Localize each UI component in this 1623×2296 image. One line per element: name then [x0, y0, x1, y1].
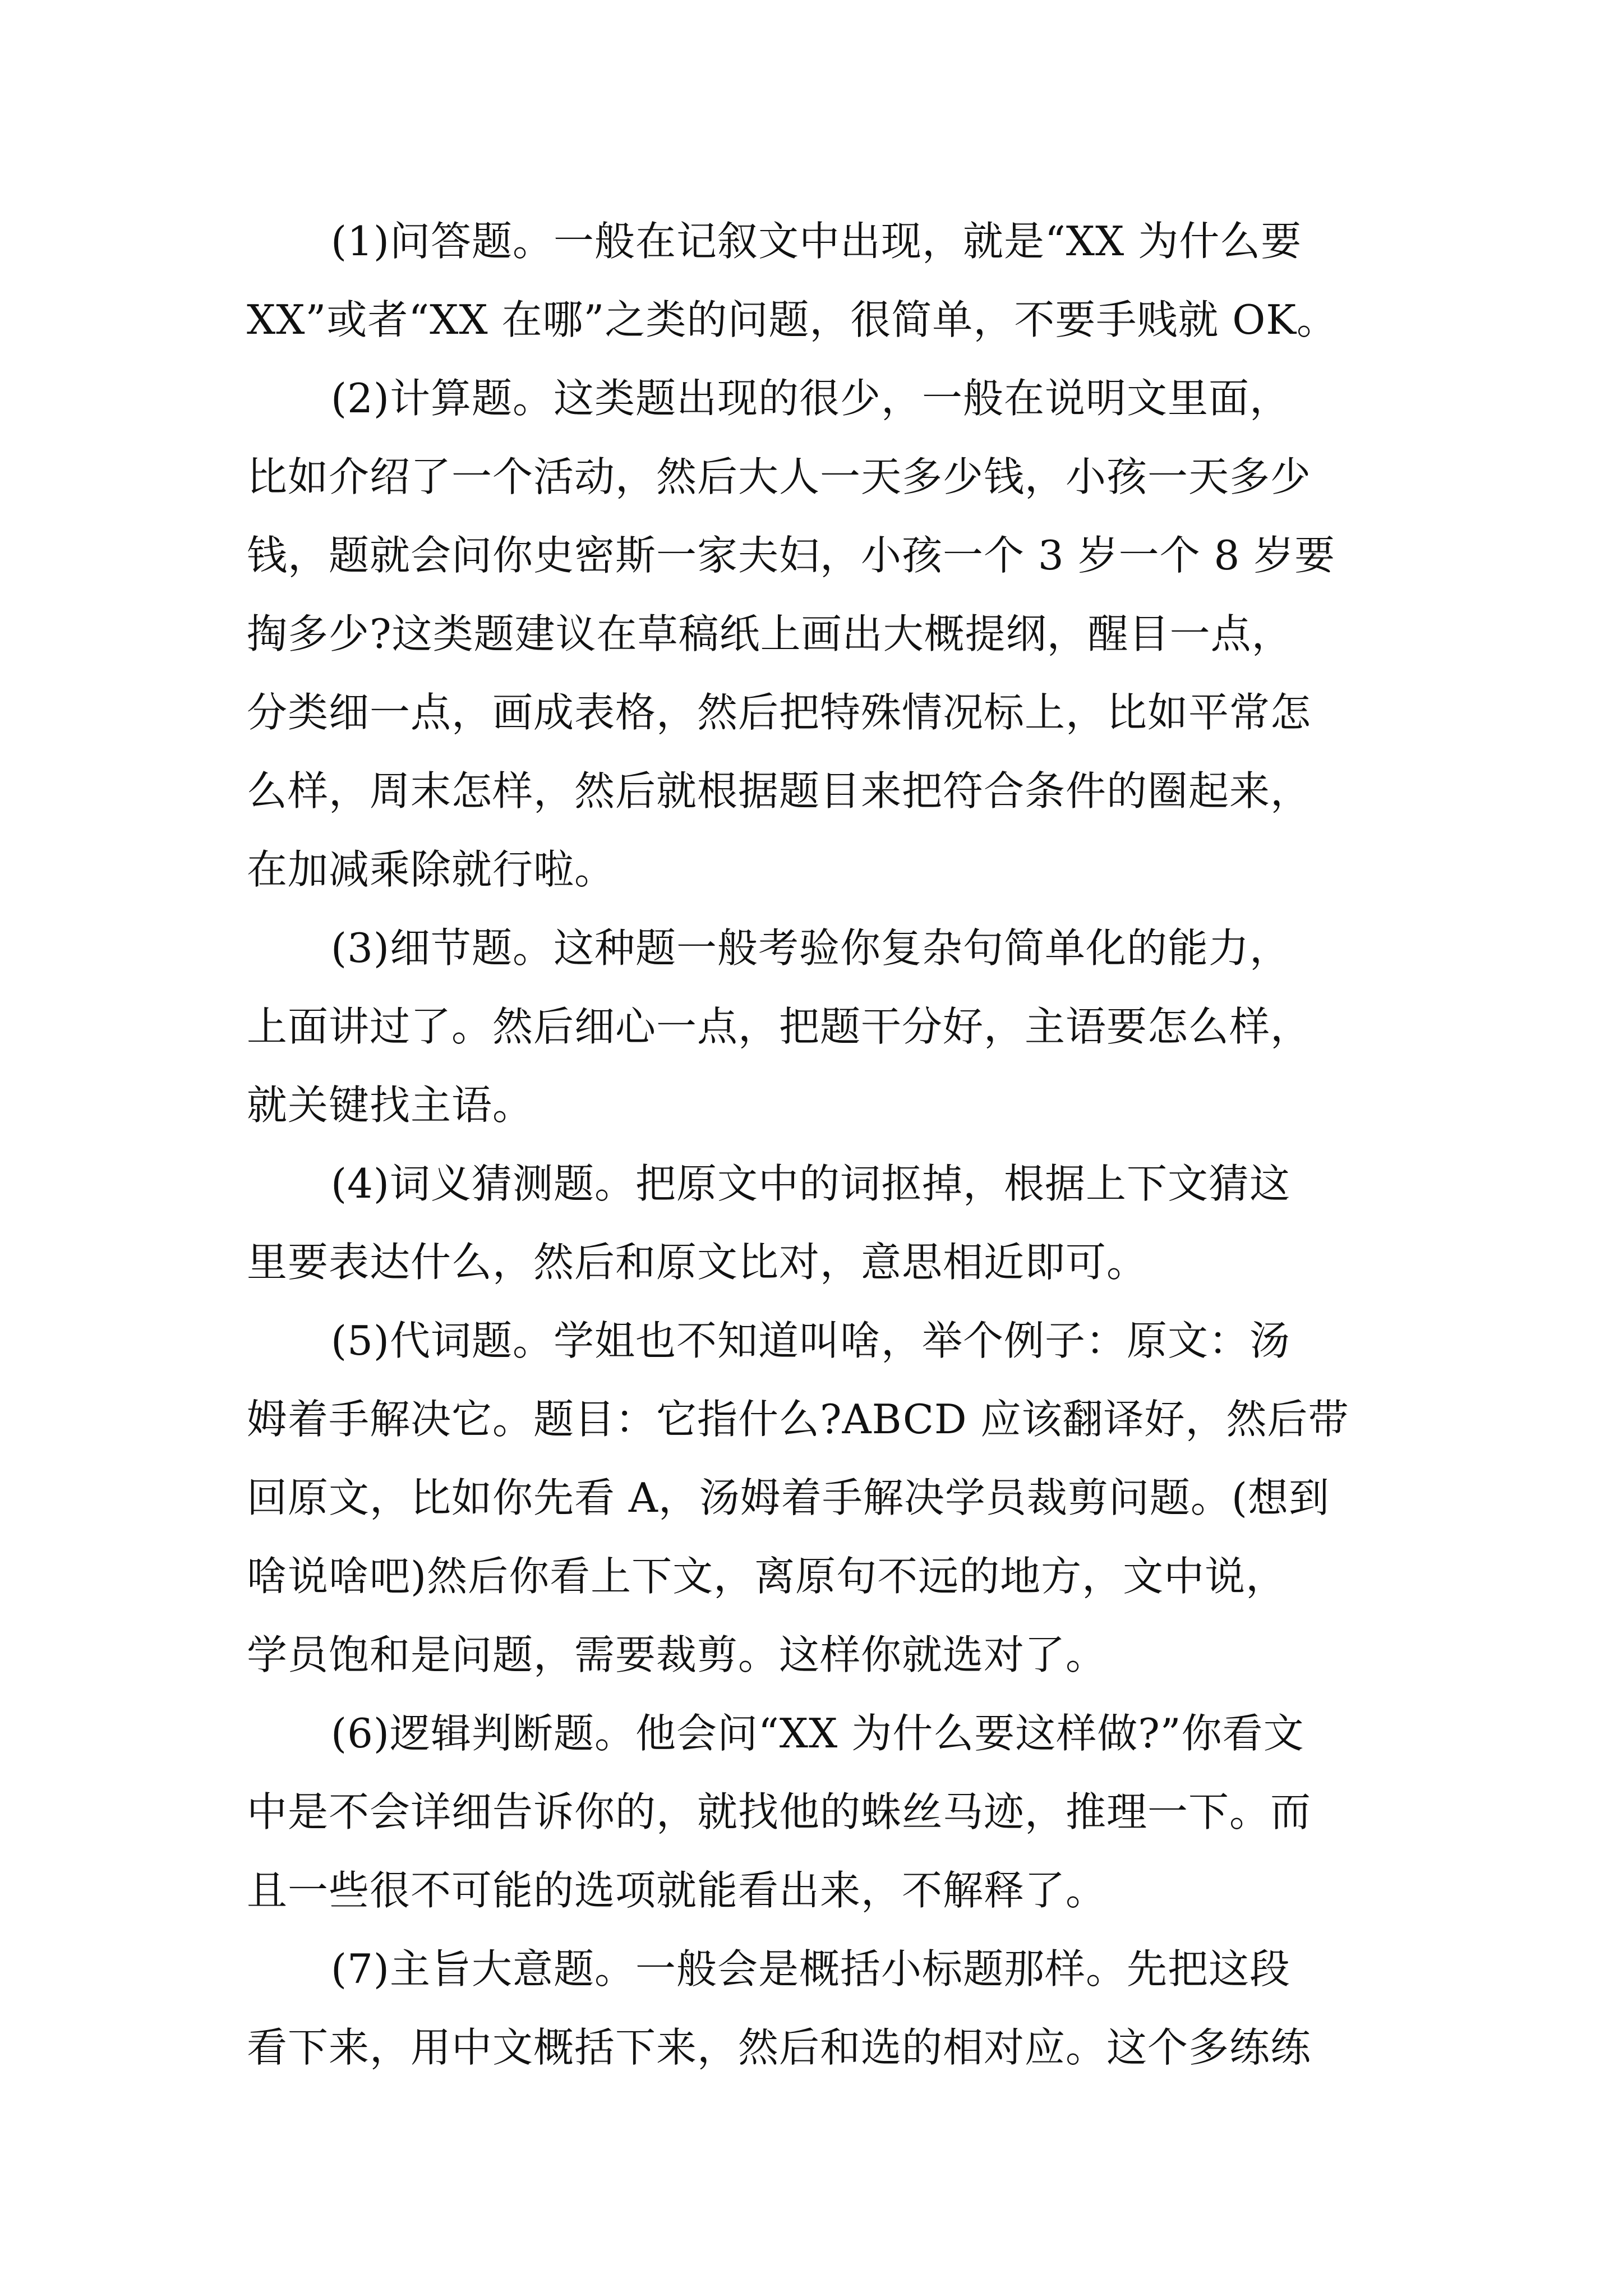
paragraph-1-line-2: XX”或者“XX 在哪”之类的问题，很简单，不要手贱就 OK。	[247, 296, 1338, 343]
paragraph-6-line-2: 中是不会详细告诉你的，就找他的蛛丝马迹，推理一下。而	[247, 1788, 1312, 1835]
paragraph-2-line-5: 分类细一点，画成表格，然后把特殊情况标上，比如平常怎	[247, 689, 1312, 736]
paragraph-2-line-3: 钱，题就会问你史密斯一家夫妇，小孩一个 3 岁一个 8 岁要	[247, 532, 1336, 579]
paragraph-6-line-1: (6)逻辑判断题。他会问“XX 为什么要这样做?”你看文	[331, 1710, 1304, 1757]
paragraph-5-line-2: 姆着手解决它。题目：它指什么?ABCD 应该翻译好，然后带	[247, 1396, 1349, 1443]
paragraph-2-line-2: 比如介绍了一个活动，然后大人一天多少钱，小孩一天多少	[247, 453, 1312, 500]
paragraph-2-line-6: 么样，周末怎样，然后就根据题目来把符合条件的圈起来，	[247, 767, 1312, 815]
paragraph-5-line-5: 学员饱和是问题，需要裁剪。这样你就选对了。	[247, 1631, 1107, 1678]
paragraph-3-line-3: 就关键找主语。	[247, 1082, 534, 1129]
paragraph-2-line-1: (2)计算题。这类题出现的很少，一般在说明文里面，	[331, 375, 1290, 422]
paragraph-3-line-2: 上面讲过了。然后细心一点，把题干分好，主语要怎么样，	[247, 1003, 1312, 1050]
paragraph-5-line-1: (5)代词题。学姐也不知道叫啥，举个例子：原文：汤	[331, 1317, 1290, 1364]
paragraph-1-line-1: (1)问答题。一般在记叙文中出现，就是“XX 为什么要	[331, 218, 1302, 265]
paragraph-4-line-2: 里要表达什么，然后和原文比对，意思相近即可。	[247, 1239, 1148, 1286]
paragraph-5-line-4: 啥说啥吧)然后你看上下文，离原句不远的地方，文中说，	[247, 1553, 1287, 1600]
paragraph-4-line-1: (4)词义猜测题。把原文中的词抠掉，根据上下文猜这	[331, 1160, 1290, 1207]
paragraph-2-line-7: 在加减乘除就行啦。	[247, 846, 616, 893]
paragraph-6-line-3: 且一些很不可能的选项就能看出来，不解释了。	[247, 1867, 1107, 1914]
paragraph-5-line-3: 回原文，比如你先看 A，汤姆着手解决学员裁剪问题。(想到	[247, 1474, 1330, 1521]
paragraph-3-line-1: (3)细节题。这种题一般考验你复杂句简单化的能力，	[331, 924, 1290, 972]
paragraph-2-line-4: 掏多少?这类题建议在草稿纸上画出大概提纲，醒目一点，	[247, 610, 1293, 657]
paragraph-7-line-1: (7)主旨大意题。一般会是概括小标题那样。先把这段	[331, 1945, 1290, 1993]
paragraph-7-line-2: 看下来，用中文概括下来，然后和选的相对应。这个多练练	[247, 2024, 1312, 2071]
